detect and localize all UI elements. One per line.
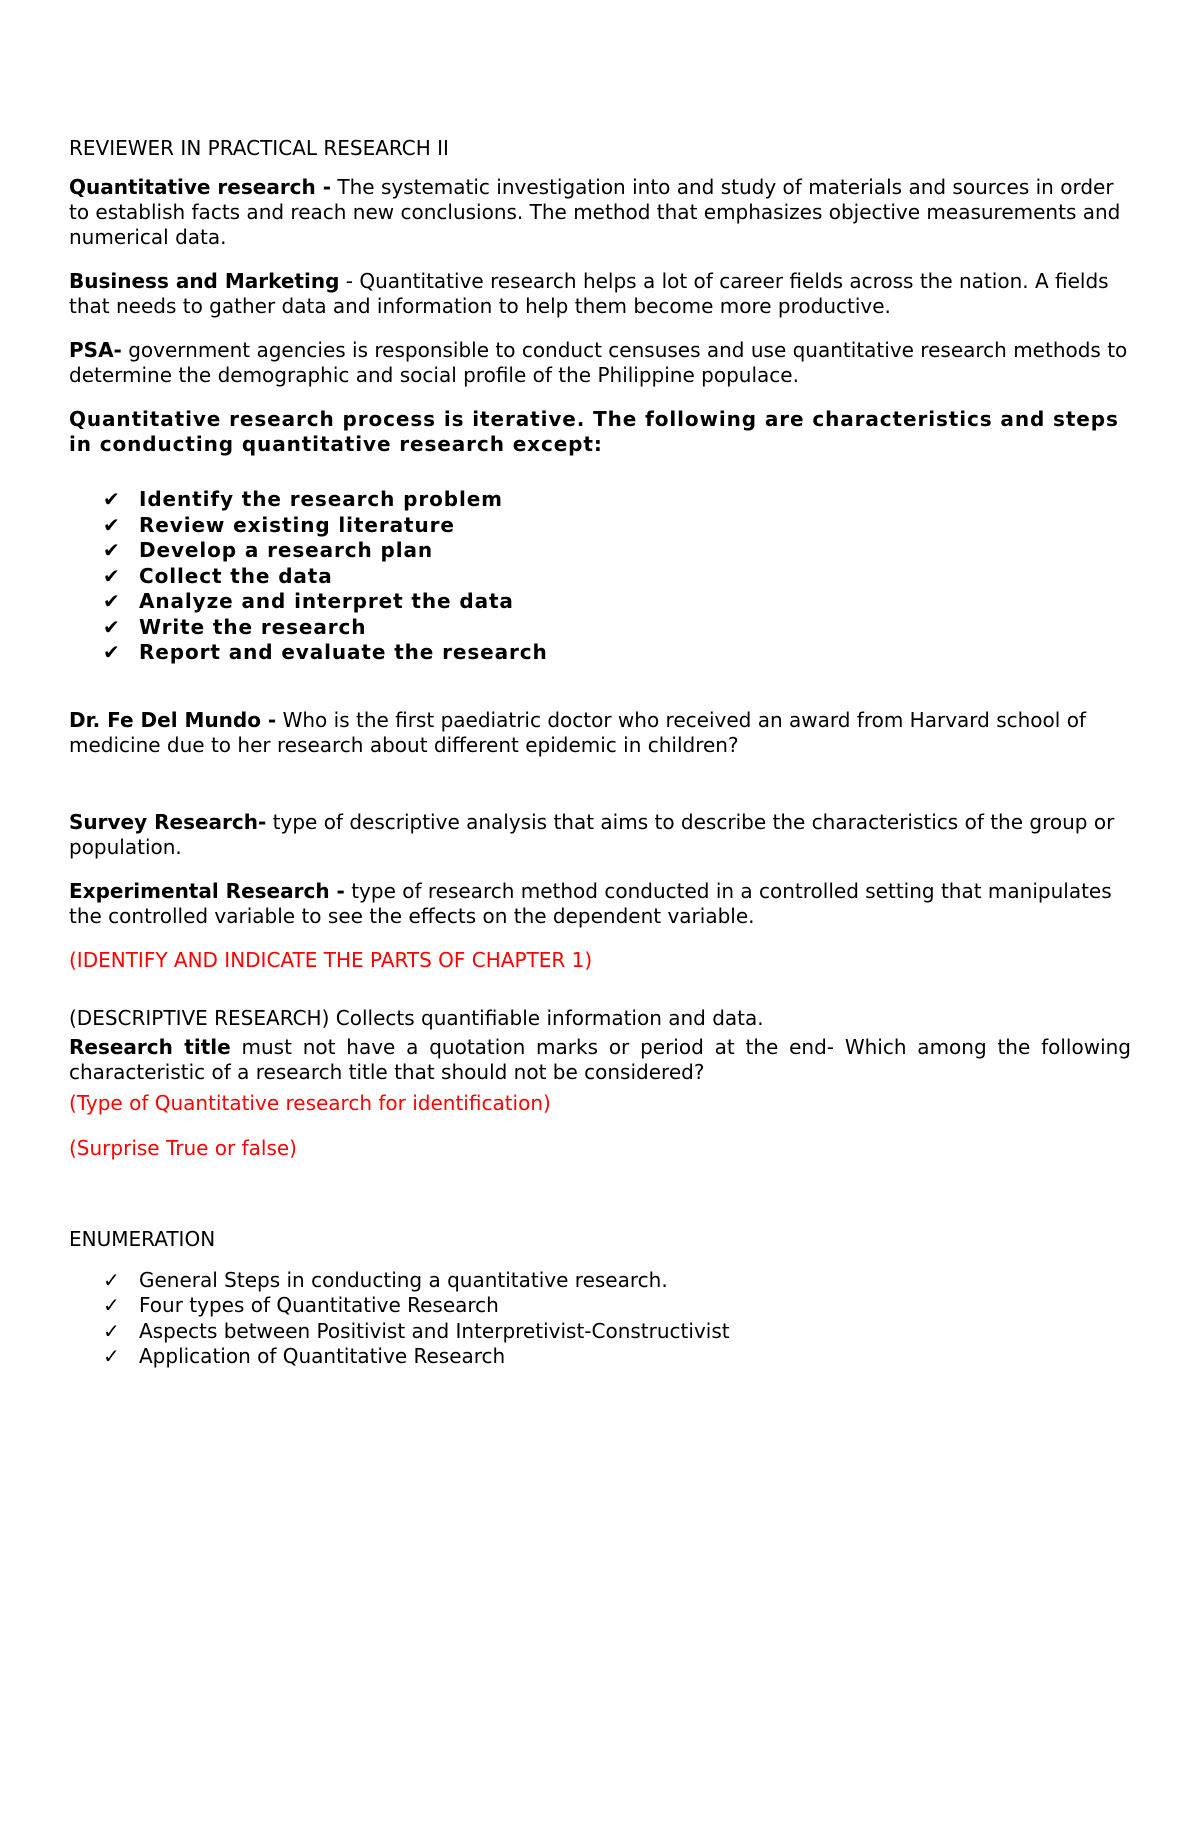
check-icon: ✔	[103, 614, 120, 639]
text-experimental: type of research method conducted in a controlled setting that manipulates the controlled variable to see the effects on the dependent variable.	[69, 878, 1112, 928]
check-icon: ✔	[103, 538, 120, 562]
list-item: ✔ Collect the data	[103, 563, 333, 588]
term-quantitative: Quantitative research -	[69, 175, 332, 199]
list-item: ✓ Four types of Quantitative Research	[103, 1293, 499, 1317]
list-item: ✔ Review existing literature	[103, 512, 455, 537]
text-business: - Quantitative research helps a lot of career fields across the nation. A fields that needs to gather data and information to help them become more productive.	[69, 269, 1109, 318]
enumeration-list	[69, 1268, 1131, 1370]
check-icon: ✓	[103, 1293, 120, 1317]
definition-business	[69, 269, 1131, 319]
text-psa: government agencies is responsible to conduct censuses and use quantitative research methods to determine the demographic and social profile of the Philippine populace.	[69, 338, 1128, 387]
term-business: Business and Marketing	[69, 269, 340, 293]
document-page	[69, 136, 1131, 1370]
check-icon: ✔	[103, 589, 120, 613]
list-item: ✔ Analyze and interpret the data	[103, 589, 514, 613]
research-title-question	[69, 1035, 1131, 1085]
term-survey: Survey Research-	[69, 809, 267, 834]
text-quantitative: The systematic investigation into and study of materials and sources in order to establish facts and reach new conclusions. The method that emphasizes objective measurements and numerical data.	[69, 175, 1121, 249]
definition-experimental	[69, 879, 1131, 929]
check-icon: ✔	[103, 640, 120, 664]
term-psa: PSA-	[69, 338, 122, 362]
list-item: ✓ General Steps in conducting a quantitative research.	[103, 1267, 668, 1292]
question-delmundo	[69, 708, 1131, 758]
note-true-false: (Surprise True or false)	[69, 1135, 297, 1160]
steps-list	[69, 487, 1131, 666]
check-icon: ✓	[103, 1318, 120, 1343]
text-research-title: must not have a quotation marks or period at the end- Which among the following characteristic of a research title that should not be considered?	[69, 1034, 1131, 1084]
list-item: ✓ Application of Quantitative Research	[103, 1344, 506, 1368]
document-title: REVIEWER IN PRACTICAL RESEARCH II	[69, 136, 449, 160]
term-delmundo: Dr. Fe Del Mundo -	[69, 707, 277, 732]
list-item: ✔ Report and evaluate the research	[103, 640, 548, 664]
text-delmundo: Who is the first paediatric doctor who received an award from Harvard school of medicine due to her research about different epidemic in children?	[69, 707, 1086, 757]
note-chapter-parts: (IDENTIFY AND INDICATE THE PARTS OF CHAPTER 1)	[69, 947, 593, 972]
list-item: ✔ Develop a research plan	[103, 538, 434, 562]
definition-quantitative	[69, 175, 1131, 250]
check-icon: ✓	[103, 1344, 120, 1368]
term-experimental: Experimental Research -	[69, 878, 345, 903]
text-survey: type of descriptive analysis that aims to describe the characteristics of the group or population.	[69, 809, 1115, 859]
definition-survey	[69, 810, 1131, 860]
check-icon: ✓	[103, 1267, 120, 1292]
check-icon: ✔	[103, 563, 120, 588]
term-research-title: Research title	[69, 1034, 231, 1059]
check-icon: ✔	[103, 487, 120, 511]
descriptive-research: (DESCRIPTIVE RESEARCH) Collects quantifiable information and data.	[69, 1005, 764, 1030]
list-item: ✓ Aspects between Positivist and Interpretivist-Constructivist	[103, 1318, 730, 1343]
check-icon: ✔	[103, 512, 120, 537]
process-question: Quantitative research process is iterative. The following are characteristics and steps in conducting quantitative research except:	[69, 407, 1119, 456]
definition-psa	[69, 338, 1131, 388]
enumeration-heading: ENUMERATION	[69, 1226, 216, 1251]
note-type-identification: (Type of Quantitative research for identification)	[69, 1090, 551, 1115]
list-item: ✔ Identify the research problem	[103, 487, 503, 511]
list-item: ✔ Write the research	[103, 614, 367, 639]
